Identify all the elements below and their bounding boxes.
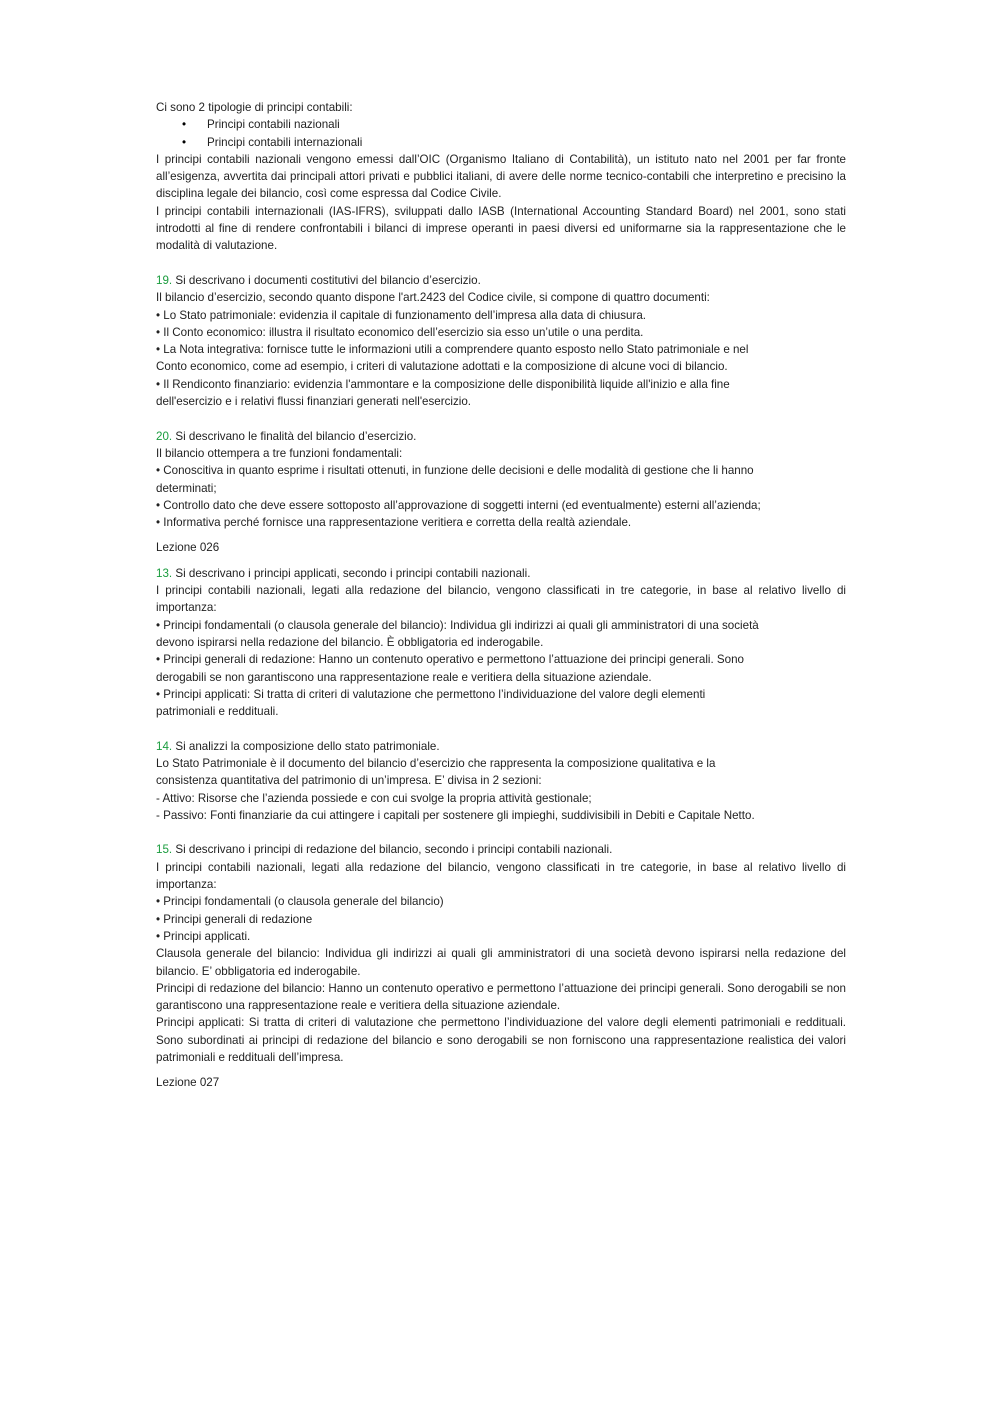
intro-paragraph-ias: I principi contabili internazionali (IAS-IFRS), sviluppati dallo IASB (International Accounting Standard Board) nel 2001, sono stati introdotti al fine di rendere confrontabili i bilanci di imprese operanti in paesi diversi ed uniformarne sia la rappresentazione che le modalità di valutazione. bbox=[156, 204, 846, 253]
text-line: Conto economico, come ad esempio, i criteri di valutazione adottati e la composizione di alcune voci di bilancio. bbox=[156, 360, 728, 374]
text-line: dell'esercizio e i relativi flussi finanziari generati nell'esercizio. bbox=[156, 395, 472, 409]
text-line: patrimoniali e reddituali. bbox=[156, 705, 279, 719]
question-14-heading bbox=[156, 738, 846, 755]
question-title: Si descrivano i principi applicati, secondo i principi contabili nazionali. bbox=[172, 566, 531, 580]
intro-paragraph-oic: I principi contabili nazionali vengono emessi dall’OIC (Organismo Italiano di Contabilità), un istituto nato nel 2001 per far fronte all’esigenza, avvertita dai principali attori privati e pubblici italiani, di avere delle norme tecnico-contabili che interpretino e precisino la disciplina legale dei bilancio, così come espressa dal Codice Civile. bbox=[156, 152, 846, 201]
text-line: • La Nota integrativa: fornisce tutte le informazioni utili a comprendere quanto esposto nello Stato patrimoniale e nel bbox=[156, 343, 749, 357]
text-line: • Lo Stato patrimoniale: evidenzia il capitale di funzionamento dell’impresa alla data di chiusura. bbox=[156, 308, 646, 322]
question-13-heading bbox=[156, 565, 846, 582]
text-line: • Principi generali di redazione bbox=[156, 912, 313, 926]
list-item: • Principi contabili nazionali bbox=[156, 116, 846, 133]
lesson-heading-026: Lezione 026 bbox=[156, 541, 220, 555]
lesson-heading-027: Lezione 027 bbox=[156, 1076, 220, 1090]
question-number: 14. bbox=[156, 739, 173, 753]
intro-bullet-list bbox=[156, 116, 846, 151]
text-line: Lo Stato Patrimoniale è il documento del bilancio d’esercizio che rappresenta la composizione qualitativa e la bbox=[156, 756, 716, 770]
text-line: • Controllo dato che deve essere sottoposto all’approvazione di soggetti interni (ed eventualmente) esterni all’azienda; bbox=[156, 498, 761, 512]
text-paragraph: Principi applicati: Si tratta di criteri di valutazione che permettono l’individuazione del valore degli elementi patrimoniali e reddituali. Sono subordinati ai principi di redazione del bilancio e sono derogabili se non forniscono una rappresentazione realistica dei valori patrimoniali e reddituali dell’impresa. bbox=[156, 1016, 846, 1065]
text-line: • Principi applicati: Si tratta di criteri di valutazione che permettono l’individuazione del valore degli elementi bbox=[156, 687, 706, 701]
question-title: Si descrivano i documenti costitutivi del bilancio d’esercizio. bbox=[172, 273, 481, 287]
question-number: 13. bbox=[156, 566, 173, 580]
question-19-heading bbox=[156, 272, 846, 289]
text-line: • Il Conto economico: illustra il risultato economico dell’esercizio sia esso un’utile o una perdita. bbox=[156, 325, 644, 339]
text-line: consistenza quantitativa del patrimonio di un’impresa. E’ divisa in 2 sezioni: bbox=[156, 774, 542, 788]
question-title: Si descrivano le finalità del bilancio d’esercizio. bbox=[172, 429, 417, 443]
question-number: 19. bbox=[156, 273, 173, 287]
text-line: derogabili se non garantiscono una rappresentazione reale e veritiera della situazione aziendale. bbox=[156, 670, 652, 684]
text-line: • Informativa perché fornisce una rappresentazione veritiera e corretta della realtà aziendale. bbox=[156, 516, 632, 530]
text-line: • Principi fondamentali (o clausola generale del bilancio) bbox=[156, 895, 444, 909]
text-line: Il bilancio d’esercizio, secondo quanto dispone l'art.2423 del Codice civile, si compone di quattro documenti: bbox=[156, 291, 710, 305]
text-paragraph: I principi contabili nazionali, legati alla redazione del bilancio, vengono classificati in tre categorie, in base al relativo livello di importanza: bbox=[156, 860, 846, 892]
text-line: • Conoscitiva in quanto esprime i risultati ottenuti, in funzione delle decisioni e delle modalità di gestione che li hanno bbox=[156, 464, 754, 478]
question-title: Si descrivano i principi di redazione del bilancio, secondo i principi contabili nazionali. bbox=[172, 843, 613, 857]
text-paragraph: Principi di redazione del bilancio: Hanno un contenuto operativo e permettono l’attuazione dei principi generali. Sono derogabili se non garantiscono una rappresentazione reale e veritiera della situazione aziendale. bbox=[156, 981, 846, 1013]
text-line: devono ispirarsi nella redazione del bilancio. È obbligatoria ed inderogabile. bbox=[156, 635, 544, 649]
text-line: • Principi fondamentali (o clausola generale del bilancio): Individua gli indirizzi ai quali gli amministratori di una società bbox=[156, 618, 759, 632]
text-line: - Passivo: Fonti finanziarie da cui attingere i capitali per sostenere gli impieghi, suddivisibili in Debiti e Capitale Netto. bbox=[156, 808, 755, 822]
list-item: • Principi contabili internazionali bbox=[156, 134, 846, 151]
text-line: • Principi generali di redazione: Hanno un contenuto operativo e permettono l’attuazione dei principi generali. Sono bbox=[156, 653, 744, 667]
text-line: • Il Rendiconto finanziario: evidenzia l'ammontare e la composizione delle disponibilità liquide all'inizio e alla fine bbox=[156, 377, 730, 391]
intro-lead: Ci sono 2 tipologie di principi contabili: bbox=[156, 101, 353, 114]
question-title: Si analizzi la composizione dello stato patrimoniale. bbox=[172, 739, 440, 753]
text-paragraph: I principi contabili nazionali, legati alla redazione del bilancio, vengono classificati in tre categorie, in base al relativo livello di importanza: bbox=[156, 584, 846, 615]
text-paragraph: Clausola generale del bilancio: Individua gli indirizzi ai quali gli amministratori di una società devono ispirarsi nella redazione del bilancio. E’ obbligatoria ed inderogabile. bbox=[156, 947, 846, 978]
text-line: - Attivo: Risorse che l’azienda possiede e con cui svolge la propria attività gestionale; bbox=[156, 791, 592, 805]
document-page bbox=[156, 99, 846, 1092]
text-line: determinati; bbox=[156, 481, 217, 495]
question-number: 15. bbox=[156, 843, 173, 857]
question-15-heading bbox=[156, 841, 846, 858]
text-line: • Principi applicati. bbox=[156, 929, 251, 943]
text-line: Il bilancio ottempera a tre funzioni fondamentali: bbox=[156, 446, 403, 460]
question-number: 20. bbox=[156, 429, 173, 443]
question-20-heading bbox=[156, 428, 846, 445]
